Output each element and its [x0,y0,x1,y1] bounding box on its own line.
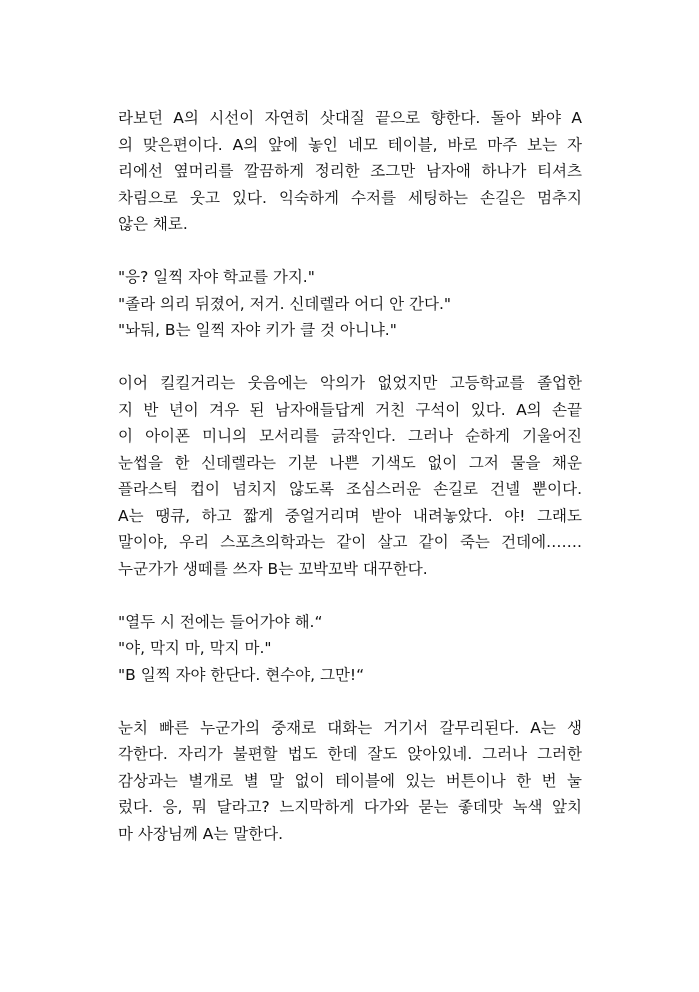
paragraph-gap [118,344,582,371]
paragraph-1 [118,105,582,238]
text-line: 각한다. 자리가 불편할 법도 한데 잘도 앉아있네. 그러나 그러한 [118,745,582,763]
dialogue-line: "놔둬, B는 일찍 자야 키가 클 것 아니냐." [118,321,397,339]
text-line: 감상과는 별개로 별 말 없이 테이블에 있는 버튼이나 한 번 눌 [118,771,582,790]
text-line: 렀다. 응, 뭐 달라고? 느지막하게 다가와 묻는 좋데맛 녹색 앞치 [118,798,582,816]
paragraph-3 [118,370,582,582]
dialogue-line: "졸라 의리 뒤졌어, 저거. 신데렐라 어디 안 간다." [118,294,452,313]
paragraph-gap [118,582,582,609]
paragraph-gap [118,688,582,715]
text-line: 말이야, 우리 스포츠의학과는 같이 살고 같이 죽는 건데에……. [118,533,582,551]
text-line: 플라스틱 컵이 넘치지 않도록 조심스러운 손길로 건넬 뿐이다. [118,480,582,498]
text-line: 차림으로 웃고 있다. 익숙하게 수저를 세팅하는 손길은 멈추지 [118,188,582,207]
text-line: 지 반 년이 겨우 된 남자애들답게 거친 구석이 있다. A의 손끝 [118,400,582,419]
text-line: 이어 킬킬거리는 웃음에는 악의가 없었지만 고등학교를 졸업한 [118,374,582,392]
text-line: 눈썹을 한 신데렐라는 기분 나쁜 기색도 없이 그저 물을 채운 [118,453,582,472]
document-page [118,105,582,847]
text-line: 이 아이폰 미니의 모서리를 긁작인다. 그러나 순하게 기울어진 [118,427,582,445]
text-line: 마 사장님께 A는 말한다. [118,824,284,843]
text-line: 의 맞은편이다. A의 앞에 놓인 네모 테이블, 바로 마주 보는 자 [118,135,582,154]
text-line: 라보던 A의 시선이 자연히 삿대질 끝으로 향한다. 돌아 봐야 A [118,109,582,127]
paragraph-5 [118,715,582,848]
text-line: 않은 채로. [118,215,188,233]
paragraph-2 [118,264,582,344]
text-line: A는 땡큐, 하고 짧게 중얼거리며 받아 내려놓았다. 야! 그래도 [118,506,582,525]
dialogue-line: "응? 일찍 자야 학교를 가지." [118,268,315,286]
text-line: 리에선 옆머리를 깔끔하게 정리한 조그만 남자애 하나가 티셔츠 [118,162,582,180]
paragraph-gap [118,238,582,265]
dialogue-line: "열두 시 전에는 들어가야 해.“ [118,612,323,631]
dialogue-line: "야, 막지 마, 막지 마." [118,639,272,657]
text-line: 누군가가 생떼를 쓰자 B는 꼬박꼬박 대꾸한다. [118,559,428,578]
paragraph-4 [118,609,582,689]
text-line: 눈치 빠른 누군가의 중재로 대화는 거기서 갈무리된다. A는 생 [118,718,582,737]
dialogue-line: "B 일찍 자야 한단다. 현수야, 그만!“ [118,665,365,684]
